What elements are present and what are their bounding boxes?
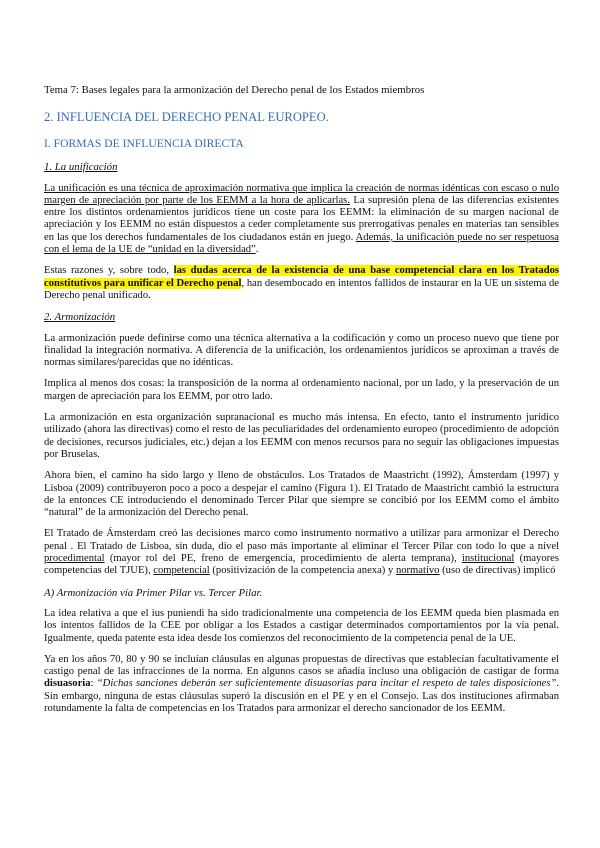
paragraph-amsterdam	[44, 528, 559, 577]
underlined-text: institucional	[461, 553, 515, 565]
underlined-text: Además, la unificación puede no ser respetuosa con el lema de la UE de “unidad en la diversidad”	[44, 231, 559, 256]
text: El Tratado de Ámsterdam creó las decisiones marco como instrumento normativo a utilizar para armonizar el Derecho penal . El Tratado de Lisboa, sin duda, dio el paso más importante al eliminar el Tercer Pilar con todo lo que a nivel	[44, 528, 559, 552]
text: (mayor rol del PE, freno de emergencia, procedimiento de alerta temprana),	[104, 553, 462, 565]
underlined-text: procedimental	[44, 553, 105, 565]
section-heading-influencia: 2. INFLUENCIA DEL DERECHO PENAL EUROPEO.	[44, 110, 329, 125]
text: :	[90, 678, 97, 690]
text: (positivización de la competencia anexa) y	[209, 565, 396, 577]
text: Ya en los años 70, 80 y 90 se incluían cláusulas en algunas propuestas de directivas que establecían facultativamente el castigo penal de las infracciones de la norma. En algunos casos se añadía incluso una obligación de castigar de forma	[44, 653, 559, 678]
heading-armonizacion: 2. Armonización	[44, 311, 116, 324]
document-title: Tema 7: Bases legales para la armonización del Derecho penal de los Estados miembros	[44, 84, 425, 96]
underlined-text: competencial	[153, 565, 210, 577]
paragraph-razones	[44, 265, 559, 302]
text: (mayores competencias del TJUE),	[44, 553, 559, 577]
text: Estas razones y, sobre todo,	[44, 265, 174, 277]
text: , han desembocado en intentos fallidos de instaurar en la UE un sistema de Derecho penal unificado.	[44, 277, 560, 301]
paragraph-anos-70	[44, 654, 559, 715]
underlined-text: La unificación es una técnica de aproximación normativa que implica la creación de normas idénticas con escaso o nulo margen de apreciación por parte de los EEMM a la hora de aplicarlas.	[44, 182, 559, 206]
paragraph-intensa: La armonización en esta organización supranacional es mucho más intensa. En efecto, tanto el instrumento jurídico utilizado (ahora las directivas) como el resto de las peculiaridades del ordenamiento europeo (procedimiento de adopción de decisiones, recursos judiciales, etc.) dejan a los EEMM con menos recursos para no seguir las obligaciones impuestas por Bruselas.	[44, 412, 559, 460]
text: (uso de directivas) implicó	[439, 565, 556, 577]
heading-unificacion: 1. La unificación	[44, 161, 118, 174]
paragraph-implica: Implica al menos dos cosas: la transposición de la norma al ordenamiento nacional, por un lado, y la preservación de un margen de apreciación para los EEMM, por otro lado.	[44, 378, 559, 402]
paragraph-unificacion	[44, 183, 559, 257]
italic-quote: “Dichas sanciones deberán ser suficientemente disuasorias para incitar el respeto de tales disposiciones”	[96, 678, 557, 690]
heading-primer-pilar: A) Armonización vía Primer Pilar vs. Tercer Pilar.	[44, 586, 263, 599]
subsection-heading-formas: I. FORMAS DE INFLUENCIA DIRECTA	[44, 137, 244, 151]
paragraph-definicion: La armonización puede definirse como una técnica alternativa a la codificación y como un proceso nuevo que tiene por finalidad la integración normativa. A diferencia de la unificación, los ordenamientos jurídicos se aproximan a través de normas similares/parecidas que no idénticas.	[44, 332, 559, 369]
text: . Sin embargo, ninguna de estas cláusulas superó la discusión en el PE y en el Consejo. Las dos instituciones afirmaban rotundamente la falta de competencias en los Tratados para armonizar el derecho sancionador de los EEMM.	[44, 678, 559, 714]
paragraph-camino: Ahora bien, el camino ha sido largo y lleno de obstáculos. Los Tratados de Maastricht (1992), Ámsterdam (1997) y Lisboa (2009) contribuyeron poco a poco a despejar el camino (Figura 1). El Tratado de Maastricht cambió la estructura de la entonces CE introduciendo el denominado Tercer Pilar que siempre se concibió por los EEMM como el ámbito “natural” de la armonización del Derecho penal.	[44, 470, 559, 519]
underlined-text: normativo	[395, 565, 440, 577]
paragraph-ius-puniendi: La idea relativa a que el ius puniendi ha sido tradicionalmente una competencia de los EEMM queda bien plasmada en los intentos fallidos de la CEE por obligar a los Estados a castigar determinados comportamientos por la vía penal. Igualmente, queda patente esta idea desde los comienzos del reconocimiento de la competencia penal de la UE.	[44, 607, 559, 644]
highlighted-text: las dudas acerca de la existencia de una base competencial clara en los Tratados constitutivos para unificar el Derecho penal	[44, 265, 560, 289]
document-content	[44, 84, 559, 724]
text: La supresión plena de las diferencias existentes entre los distintos ordenamientos jurídicos tiene un coste para los EEMM: la eliminación de su margen nacional de apreciación y los EEMM no están dispuestos a ceder completamente sus prerrogativas penales en materias tan sensibles en las que los derechos fundamentales de los ciudadanos están en juego.	[44, 194, 559, 243]
bold-text: disuasoria	[44, 678, 91, 690]
text: .	[255, 244, 259, 256]
